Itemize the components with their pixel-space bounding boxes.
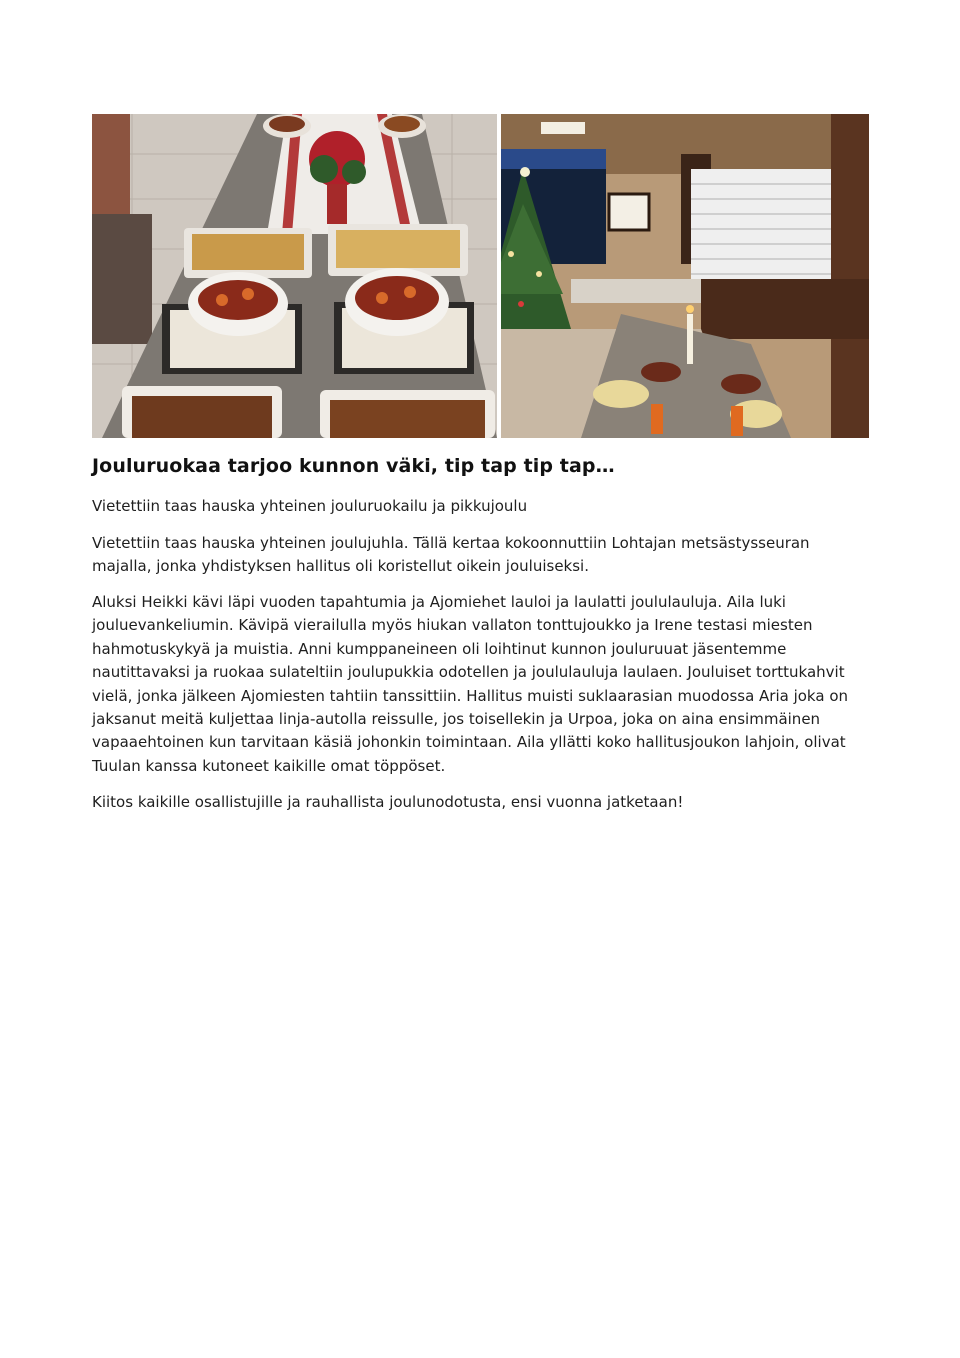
christmas-room-photo xyxy=(501,114,869,438)
article-title: Jouluruokaa tarjoo kunnon väki, tip tap tip tap… xyxy=(92,455,615,477)
paragraph-intro: Vietettiin taas hauska yhteinen joulujuhla. Tällä kertaa kokoonnuttiin Lohtajan metsästysseuran majalla, jonka yhdistyksen hallitus oli koristellut oikein jouluiseksi. xyxy=(92,534,810,576)
paragraph-events: Aluksi Heikki kävi läpi vuoden tapahtumia ja Ajomiehet lauloi ja laulatti joululauluja. Aila luki jouluevankeliumin. Kävipä vierailulla myös hiukan vallaton tonttujoukko ja Irene testasi miesten hahmotuskykyä ja muistia. Anni kumppaneineen oli loihtinut kunnon jouluruuat jäsentemme nautittavaksi ja ruokaa sulateltiin joulupukkia odotellen ja joululauluja laulaen. Jouluiset torttukahvit vielä, jonka jälkeen Ajomiesten tahtiin tanssittiin. Hallitus muisti suklaarasian muodossa Aria joka on jaksanut meitä kuljettaa linja-autolla reissulle, jos toisellekin ja Urpoa, joka on aina ensimmäinen vapaaehtoinen kun tarvitaan käsiä johonkin toimintaan. Aila yllätti koko hallitusjoukon lahjoin, olivat Tuulan kanssa kutoneet kaikille omat töppöset. xyxy=(92,593,848,775)
buffet-food-photo xyxy=(92,114,497,438)
photo-row xyxy=(92,114,869,438)
paragraph-thanks: Kiitos kaikille osallistujille ja rauhallista joulunodotusta, ensi vuonna jatketaan! xyxy=(92,793,684,811)
article-subtitle: Vietettiin taas hauska yhteinen jouluruokailu ja pikkujoulu xyxy=(92,497,528,515)
